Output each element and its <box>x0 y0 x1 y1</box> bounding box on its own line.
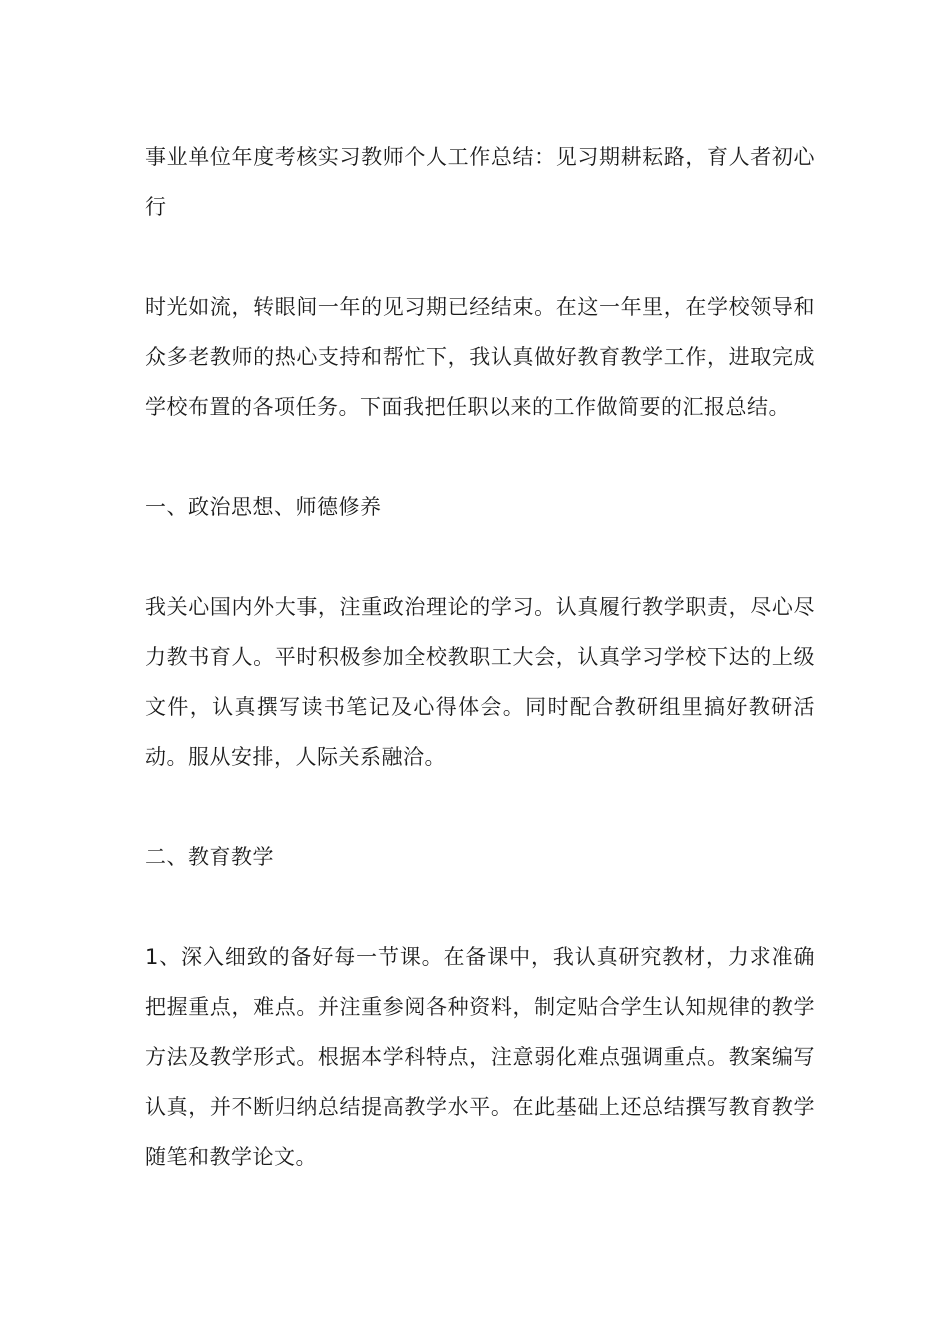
intro-paragraph: 时光如流，转眼间一年的见习期已经结束。在这一年里，在学校领导和众多老教师的热心支持和帮忙下，我认真做好教育教学工作，进取完成学校布置的各项任务。下面我把任职以来的工作做简要的汇报总结。 <box>145 295 815 419</box>
section-item-lesson-prep: 1、深入细致的备好每一节课。在备课中，我认真研究教材，力求准确把握重点，难点。并注重参阅各种资料，制定贴合学生认知规律的教学方法及教学形式。根据本学科特点，注意弱化难点强调重点。教案编写认真，并不断归纳总结提高教学水平。在此基础上还总结撰写教育教学随笔和教学论文。 <box>145 945 815 1169</box>
document-body <box>145 132 815 1182</box>
section-heading-teaching: 二、教育教学 <box>145 845 274 869</box>
section-body-politics: 我关心国内外大事，注重政治理论的学习。认真履行教学职责，尽心尽力教书育人。平时积极参加全校教职工大会，认真学习学校下达的上级文件，认真撰写读书笔记及心得体会。同时配合教研组里搞好教研活动。服从安排，人际关系融洽。 <box>145 595 815 769</box>
document-title: 事业单位年度考核实习教师个人工作总结：见习期耕耘路，育人者初心行 <box>145 145 815 219</box>
section-heading-politics: 一、政治思想、师德修养 <box>145 495 382 519</box>
